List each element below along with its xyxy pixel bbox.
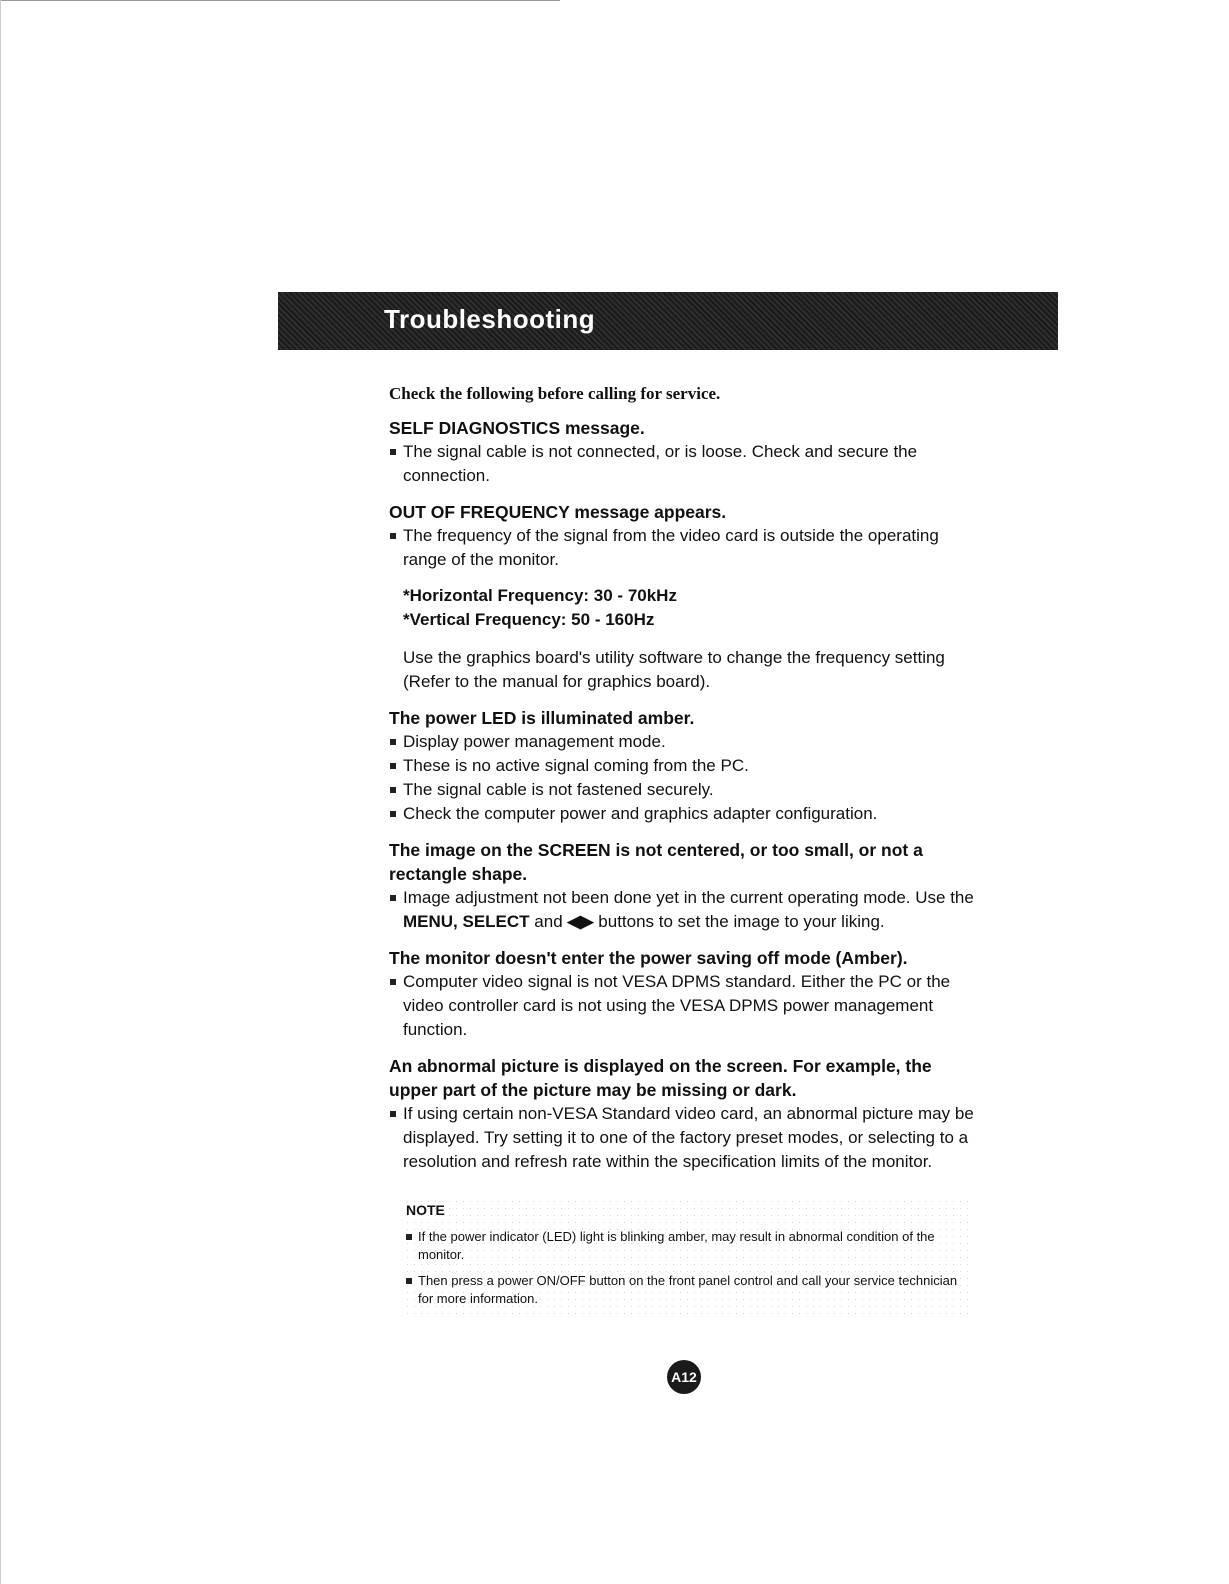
- note-title: NOTE: [406, 1202, 445, 1218]
- bullet-text: and: [534, 912, 563, 931]
- bullet-list: [389, 970, 977, 1042]
- button-names: MENU, SELECT: [403, 912, 530, 931]
- list-item: Computer video signal is not VESA DPMS standard. Either the PC or the video controller card is not using the VESA DPMS power management function.: [389, 970, 977, 1042]
- vertical-frequency: *Vertical Frequency: 50 - 160Hz: [403, 610, 655, 629]
- bullet-list: [389, 730, 977, 826]
- section-heading: The monitor doesn't enter the power saving off mode (Amber).: [389, 948, 908, 968]
- frequency-note: Use the graphics board's utility software to change the frequency setting (Refer to the manual for graphics board).: [403, 648, 945, 691]
- section-heading: The power LED is illuminated amber.: [389, 708, 695, 728]
- bullet-list: [389, 440, 977, 488]
- intro-text: Check the following before calling for service.: [389, 384, 721, 403]
- bullet-text: Image adjustment not been done yet in the current operating mode.: [403, 888, 911, 907]
- list-item: Display power management mode.: [389, 730, 977, 754]
- note-item: If the power indicator (LED) light is blinking amber, may result in abnormal condition of the monitor.: [406, 1228, 966, 1264]
- top-rule: [0, 0, 560, 1]
- section-heading: SELF DIAGNOSTICS message.: [389, 418, 645, 438]
- horizontal-frequency: *Horizontal Frequency: 30 - 70kHz: [403, 586, 677, 605]
- note-item: Then press a power ON/OFF button on the front panel control and call your service technician for more information.: [406, 1272, 966, 1308]
- section-out-of-frequency: [389, 500, 977, 694]
- list-item: Check the computer power and graphics adapter configuration.: [389, 802, 977, 826]
- troubleshooting-content: [389, 416, 977, 1186]
- list-item: The signal cable is not connected, or is loose. Check and secure the connection.: [389, 440, 977, 488]
- list-item: The signal cable is not fastened securely.: [389, 778, 977, 802]
- section-heading: The image on the SCREEN is not centered, or too small, or not a rectangle shape.: [389, 840, 923, 884]
- bullet-text: Use the: [915, 888, 974, 907]
- section-banner: [278, 292, 1058, 350]
- page-title: Troubleshooting: [384, 304, 596, 334]
- arrow-buttons-icon: ◀▶: [567, 912, 594, 931]
- list-item: The frequency of the signal from the video card is outside the operating range of the monitor.: [389, 524, 977, 572]
- list-item: These is no active signal coming from the PC.: [389, 754, 977, 778]
- list-item: [389, 886, 977, 934]
- bullet-text: buttons to set the image to your liking.: [598, 912, 885, 931]
- section-power-saving: [389, 946, 977, 1042]
- section-abnormal-picture: [389, 1054, 977, 1174]
- page-number-badge: A12: [667, 1360, 701, 1394]
- bullet-list: [389, 886, 977, 934]
- section-heading: An abnormal picture is displayed on the screen. For example, the upper part of the picture may be missing or dark.: [389, 1056, 932, 1100]
- section-self-diagnostics: [389, 416, 977, 488]
- section-power-led: [389, 706, 977, 826]
- left-rule: [0, 0, 1, 1584]
- section-heading: OUT OF FREQUENCY message appears.: [389, 502, 727, 522]
- bullet-list: [389, 1102, 977, 1174]
- list-item: If using certain non-VESA Standard video card, an abnormal picture may be displayed. Try setting it to one of the factory preset modes, or selecting to a resolution and refresh rate within the specification limits of the monitor.: [389, 1102, 977, 1174]
- section-image-not-centered: [389, 838, 977, 934]
- frequency-spec: [389, 584, 977, 632]
- bullet-list: [389, 524, 977, 572]
- note-box: [404, 1198, 968, 1320]
